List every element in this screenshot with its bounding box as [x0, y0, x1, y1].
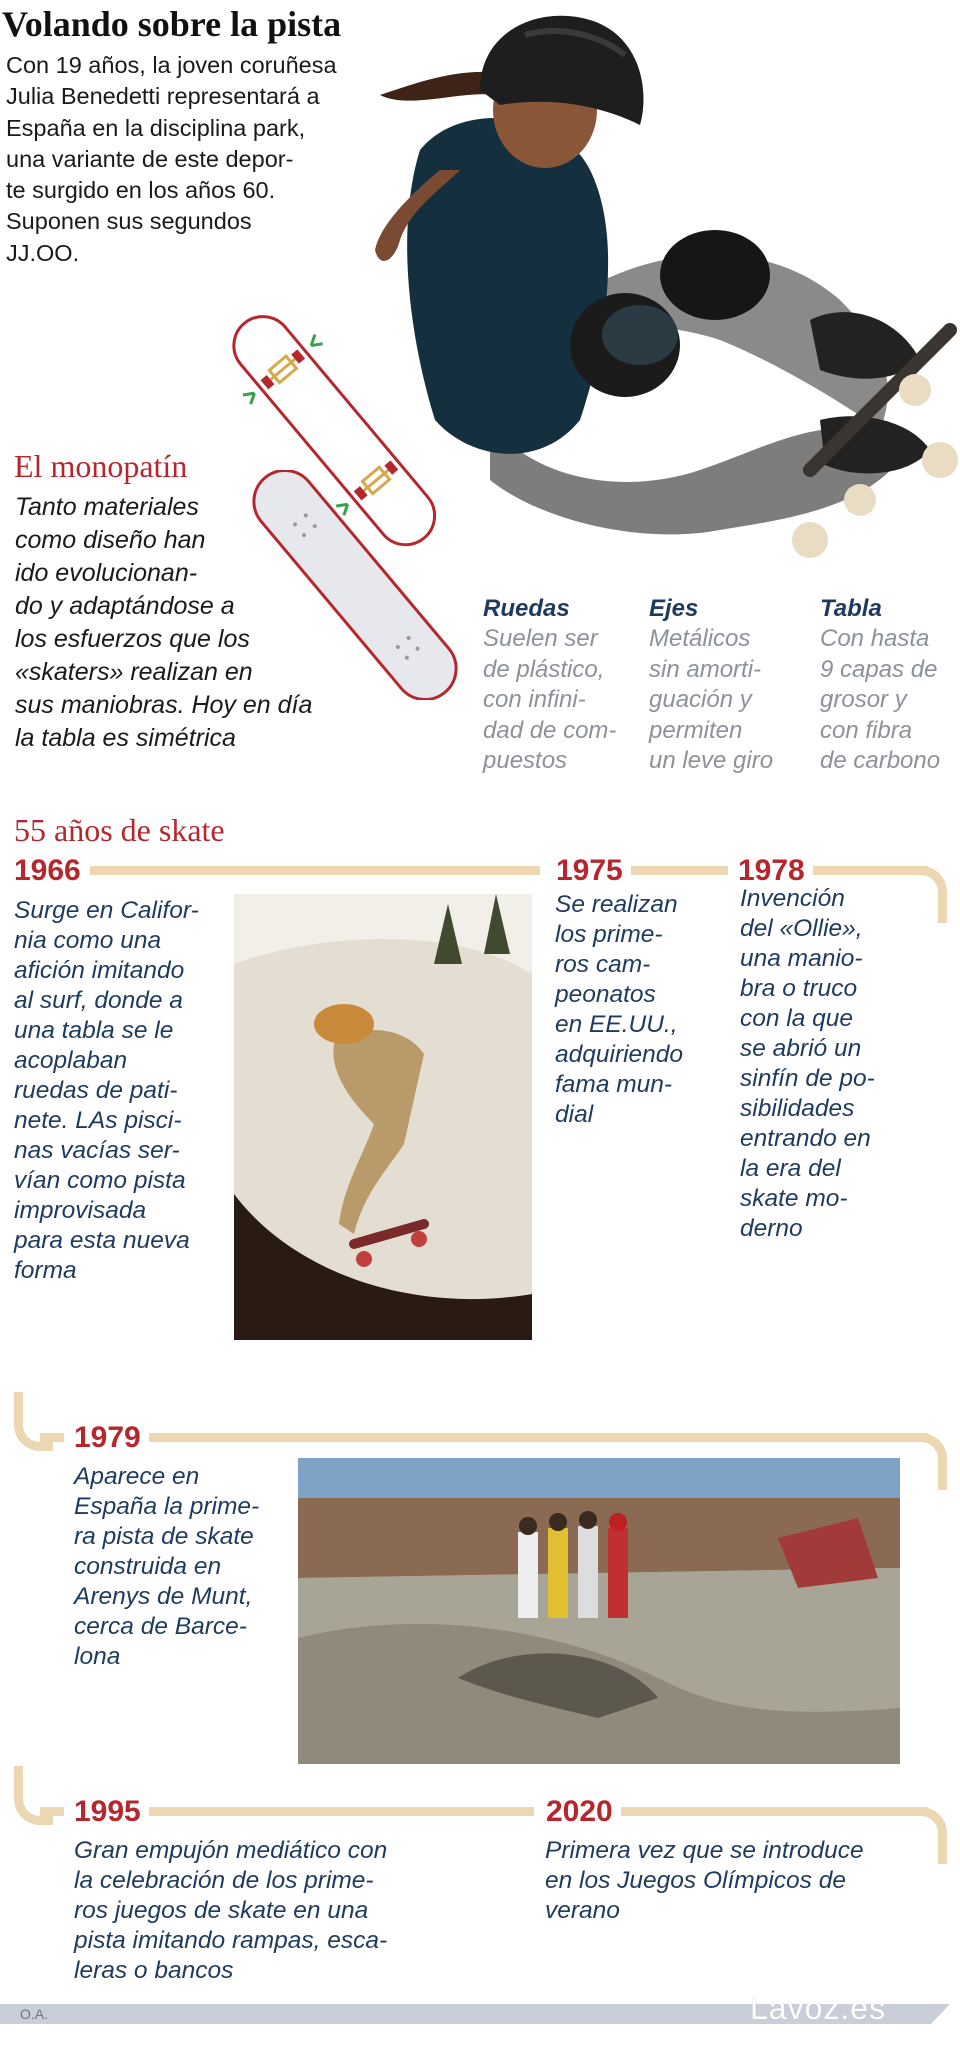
- intro-line: Con 19 años, la joven coruñesa: [6, 52, 337, 78]
- event-line: bra o truco: [740, 975, 858, 1002]
- event-line: sibilidades: [740, 1095, 855, 1122]
- part-line: Metálicos: [649, 625, 751, 652]
- event-line: la era del: [740, 1155, 841, 1182]
- photo-1979-skatepark: [298, 1458, 900, 1764]
- event-1975-text: [555, 890, 725, 1130]
- event-line: Primera vez que se introduce: [545, 1837, 864, 1864]
- event-line: nia como una: [14, 927, 162, 954]
- event-2020-text: [545, 1836, 945, 1926]
- intro-line: Suponen sus segundos: [6, 208, 252, 235]
- part-line: sin amorti-: [649, 655, 762, 683]
- event-line: una tabla se le: [14, 1017, 174, 1044]
- board-line: ido evolucionan-: [15, 559, 198, 587]
- year-1978: 1978: [728, 856, 813, 886]
- event-line: entrando en: [740, 1125, 871, 1152]
- event-line: derno: [740, 1215, 803, 1242]
- event-line: construida en: [74, 1553, 222, 1580]
- event-line: skate mo-: [740, 1185, 848, 1212]
- part-line: con infini-: [483, 686, 586, 713]
- event-line: para esta nueva: [14, 1227, 190, 1254]
- board-line: sus maniobras. Hoy en día: [15, 691, 313, 719]
- board-line: como diseño han: [15, 526, 206, 554]
- timeline-line: [40, 1807, 928, 1816]
- event-1995-text: [74, 1836, 474, 1986]
- footer-brand-logo: Lavoz.es: [750, 1990, 887, 2026]
- event-line: en EE.UU.,: [555, 1011, 678, 1038]
- event-1966-text: [14, 896, 234, 1286]
- part-line: 9 capas de: [820, 655, 938, 683]
- event-line: nete. LAs pisci-: [14, 1107, 182, 1134]
- event-line: pista imitando rampas, esca-: [74, 1927, 388, 1954]
- part-line: de plástico,: [483, 655, 605, 683]
- event-line: ros juegos de skate en una: [74, 1897, 369, 1924]
- part-line: Suelen ser: [483, 625, 598, 652]
- intro-line: te surgido en los años 60.: [6, 177, 276, 204]
- event-line: Gran empujón mediático con: [74, 1837, 388, 1864]
- year-1979: 1979: [64, 1423, 149, 1453]
- page-title: Volando sobre la pista: [2, 4, 342, 44]
- event-line: afición imitando: [14, 957, 185, 984]
- event-line: con la que: [740, 1005, 854, 1032]
- event-line: leras o bancos: [74, 1957, 234, 1984]
- intro-line: España en la disciplina park,: [6, 114, 306, 141]
- event-line: se abrió un: [740, 1035, 862, 1062]
- event-line: vían como pista: [14, 1167, 186, 1194]
- event-line: del «Ollie»,: [740, 915, 863, 942]
- event-line: Surge en Califor-: [14, 897, 199, 924]
- event-line: Invención: [740, 885, 845, 912]
- event-line: peonatos: [555, 981, 656, 1008]
- board-line: Tanto materiales: [15, 493, 199, 521]
- photo-1966-pool-skater: [234, 894, 532, 1340]
- part-line: con fibra: [820, 716, 913, 744]
- part-tabla: [820, 594, 960, 777]
- board-line: «skaters» realizan en: [15, 658, 253, 686]
- part-ejes: [649, 594, 814, 777]
- part-line: puestos: [483, 747, 568, 774]
- part-title: Tabla: [820, 595, 882, 622]
- intro-line: Julia Benedetti representará a: [6, 83, 320, 110]
- event-line: forma: [14, 1257, 77, 1284]
- part-title: Ejes: [649, 595, 699, 622]
- event-line: ra pista de skate: [74, 1523, 254, 1550]
- event-line: dial: [555, 1101, 594, 1128]
- event-line: acoplaban: [14, 1047, 128, 1074]
- timeline-title: 55 años de skate: [14, 812, 225, 848]
- event-1978-text: [740, 884, 920, 1244]
- timeline-line: [40, 1433, 928, 1442]
- year-1966: 1966: [14, 856, 89, 886]
- event-line: la celebración de los prime-: [74, 1867, 374, 1894]
- intro-line: JJ.OO.: [6, 239, 80, 266]
- board-section-title: El monopatín: [14, 448, 188, 484]
- event-line: verano: [545, 1897, 620, 1924]
- event-line: improvisada: [14, 1197, 147, 1224]
- event-line: lona: [74, 1643, 121, 1670]
- intro-text: [6, 50, 366, 269]
- board-line: do y adaptándose a: [15, 592, 235, 620]
- event-1979-text: [74, 1462, 304, 1672]
- part-ruedas: [483, 594, 648, 777]
- board-description: [15, 491, 345, 755]
- part-line: permiten: [649, 716, 743, 744]
- part-line: de carbono: [820, 747, 941, 774]
- year-1975: 1975: [540, 856, 631, 886]
- year-1995: 1995: [64, 1797, 149, 1827]
- intro-line: una variante de este depor-: [6, 145, 294, 172]
- event-line: Se realizan: [555, 891, 678, 918]
- event-line: los prime-: [555, 921, 663, 948]
- part-title: Ruedas: [483, 595, 570, 622]
- event-line: Aparece en: [74, 1463, 200, 1490]
- part-line: un leve giro: [649, 747, 774, 774]
- event-line: una manio-: [740, 945, 863, 972]
- timeline-curve: [14, 1392, 53, 1451]
- timeline-curve: [908, 1433, 947, 1490]
- part-line: guación y: [649, 686, 752, 713]
- part-line: grosor y: [820, 686, 907, 713]
- timeline-curve: [14, 1766, 53, 1825]
- year-2020: 2020: [534, 1797, 621, 1827]
- event-line: adquiriendo: [555, 1041, 684, 1068]
- part-line: Con hasta: [820, 625, 930, 652]
- event-line: España la prime-: [74, 1493, 260, 1520]
- event-line: ruedas de pati-: [14, 1077, 178, 1104]
- event-line: nas vacías ser-: [14, 1137, 180, 1164]
- part-line: dad de com-: [483, 716, 617, 744]
- event-line: al surf, donde a: [14, 987, 183, 1014]
- board-line: los esfuerzos que los: [15, 625, 250, 653]
- event-line: en los Juegos Olímpicos de: [545, 1867, 846, 1894]
- event-line: fama mun-: [555, 1071, 673, 1098]
- footer-credit: O.A.: [20, 2006, 49, 2022]
- event-line: cerca de Barce-: [74, 1613, 247, 1640]
- board-line: la tabla es simétrica: [15, 724, 236, 752]
- event-line: ros cam-: [555, 951, 651, 978]
- event-line: Arenys de Munt,: [74, 1583, 253, 1610]
- event-line: sinfín de po-: [740, 1065, 875, 1092]
